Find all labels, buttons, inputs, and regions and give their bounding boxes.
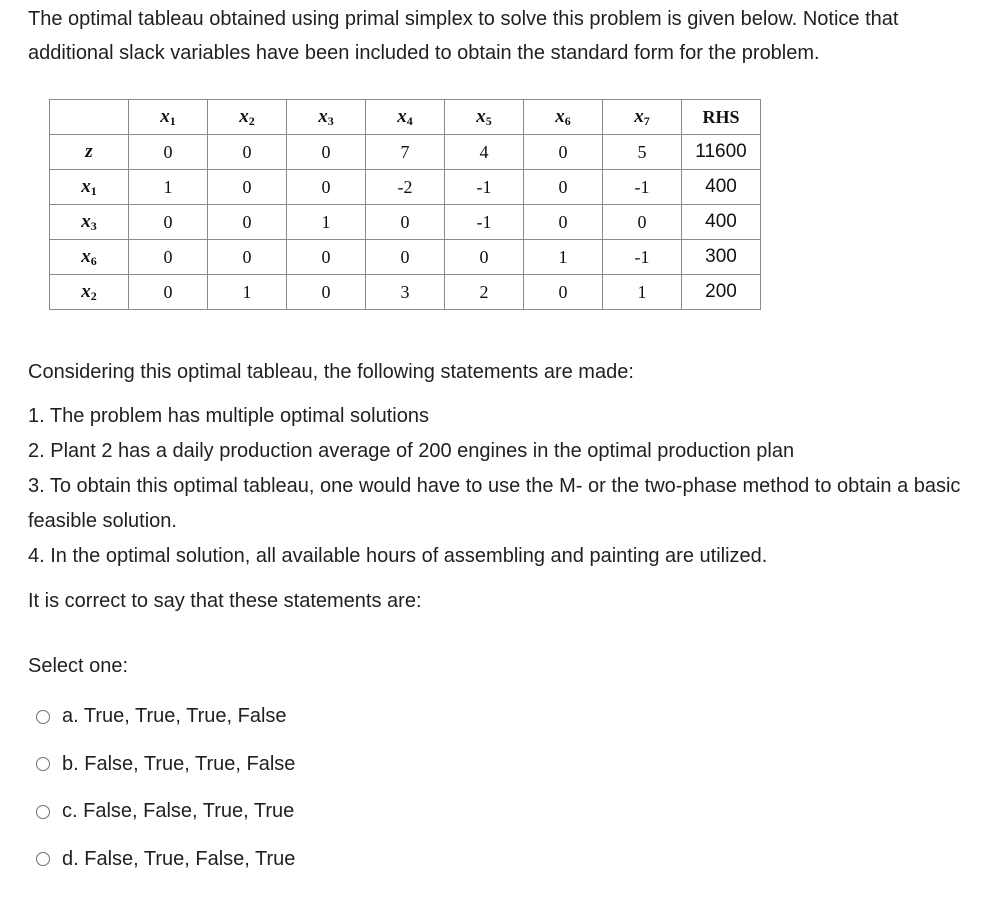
- tableau-cell: 0: [287, 240, 366, 275]
- option-d[interactable]: [36, 836, 295, 884]
- tableau-cell: 0: [208, 170, 287, 205]
- select-one-label: Select one:: [28, 655, 129, 677]
- header-cell: $x_7$: [603, 100, 682, 135]
- option-label[interactable]: a. True, True, True, False: [62, 705, 287, 728]
- radio-button[interactable]: [36, 852, 50, 866]
- tableau-cell: 0: [208, 205, 287, 240]
- tableau-cell: 5: [603, 135, 682, 170]
- tableau-cell: 1: [287, 205, 366, 240]
- statement-item: 1. The problem has multiple optimal solutions: [28, 405, 429, 427]
- tableau-cell: -1: [445, 205, 524, 240]
- statements-lead: Considering this optimal tableau, the following statements are made:: [28, 361, 634, 383]
- option-label[interactable]: c. False, False, True, True: [62, 800, 295, 823]
- tableau-cell: 0: [129, 275, 208, 310]
- tableau-header-row: [50, 100, 761, 135]
- statement-item: 4. In the optimal solution, all available hours of assembling and painting are utilized.: [28, 545, 768, 567]
- tableau-cell: -1: [603, 240, 682, 275]
- rhs-cell: 400: [682, 205, 761, 240]
- tableau-cell: 0: [366, 240, 445, 275]
- tableau-cell: -1: [603, 170, 682, 205]
- option-b[interactable]: [36, 741, 295, 789]
- option-c[interactable]: [36, 788, 295, 836]
- header-cell: $x_6$: [524, 100, 603, 135]
- option-label[interactable]: d. False, True, False, True: [62, 847, 296, 870]
- tableau-cell: 1: [129, 170, 208, 205]
- intro-text: The optimal tableau obtained using primal simplex to solve this problem is given below. Notice that additional slack variables have been included to obtain the standard form for the problem.: [28, 8, 899, 64]
- option-a[interactable]: [36, 693, 295, 741]
- header-cell: $x_1$: [129, 100, 208, 135]
- basis-cell: $x_6$: [50, 240, 129, 275]
- rhs-cell: 300: [682, 240, 761, 275]
- rhs-cell: 400: [682, 170, 761, 205]
- basis-cell: z: [50, 135, 129, 170]
- tableau-row-x6: [50, 240, 761, 275]
- tableau-cell: 0: [524, 135, 603, 170]
- tableau-cell: 0: [129, 240, 208, 275]
- radio-button[interactable]: [36, 805, 50, 819]
- radio-button[interactable]: [36, 757, 50, 771]
- tableau-cell: 0: [287, 275, 366, 310]
- tableau-cell: 4: [445, 135, 524, 170]
- tableau-cell: 0: [445, 240, 524, 275]
- basis-cell: $x_2$: [50, 275, 129, 310]
- header-cell: $x_4$: [366, 100, 445, 135]
- tableau-cell: 0: [366, 205, 445, 240]
- tableau-cell: 0: [287, 170, 366, 205]
- tableau-cell: 3: [366, 275, 445, 310]
- tableau-cell: 0: [287, 135, 366, 170]
- statement-item: 2. Plant 2 has a daily production average of 200 engines in the optimal production plan: [28, 440, 795, 462]
- tableau-cell: 7: [366, 135, 445, 170]
- radio-button[interactable]: [36, 710, 50, 724]
- basis-cell: $x_3$: [50, 205, 129, 240]
- simplex-tableau: [49, 99, 761, 310]
- header-cell: $x_2$: [208, 100, 287, 135]
- tableau-cell: 2: [445, 275, 524, 310]
- tableau-cell: -2: [366, 170, 445, 205]
- rhs-cell: 11600: [682, 135, 761, 170]
- tableau-cell: 1: [603, 275, 682, 310]
- tableau-cell: 1: [208, 275, 287, 310]
- option-label[interactable]: b. False, True, True, False: [62, 752, 296, 775]
- tableau-cell: 1: [524, 240, 603, 275]
- statement-item: 3. To obtain this optimal tableau, one would have to use the M- or the two-phase method to obtain a basic feasible solution.: [28, 475, 961, 532]
- header-rhs-cell: RHS: [682, 100, 761, 135]
- tableau-cell: 0: [524, 205, 603, 240]
- rhs-cell: 200: [682, 275, 761, 310]
- tableau-cell: 0: [603, 205, 682, 240]
- tableau-cell: 0: [524, 170, 603, 205]
- basis-cell: $x_1$: [50, 170, 129, 205]
- tableau-row-z: [50, 135, 761, 170]
- question-text: It is correct to say that these statements are:: [28, 590, 422, 612]
- header-cell: $x_3$: [287, 100, 366, 135]
- tableau-cell: 0: [524, 275, 603, 310]
- tableau-row-x2: [50, 275, 761, 310]
- tableau-cell: 0: [208, 135, 287, 170]
- tableau-row-x3: [50, 205, 761, 240]
- tableau-cell: 0: [208, 240, 287, 275]
- header-cell: $x_5$: [445, 100, 524, 135]
- tableau-cell: 0: [129, 205, 208, 240]
- statements-block: [28, 355, 983, 619]
- header-corner-cell: [50, 100, 129, 135]
- tableau-cell: 0: [129, 135, 208, 170]
- tableau-cell: -1: [445, 170, 524, 205]
- answer-options: [36, 693, 295, 883]
- tableau-row-x1: [50, 170, 761, 205]
